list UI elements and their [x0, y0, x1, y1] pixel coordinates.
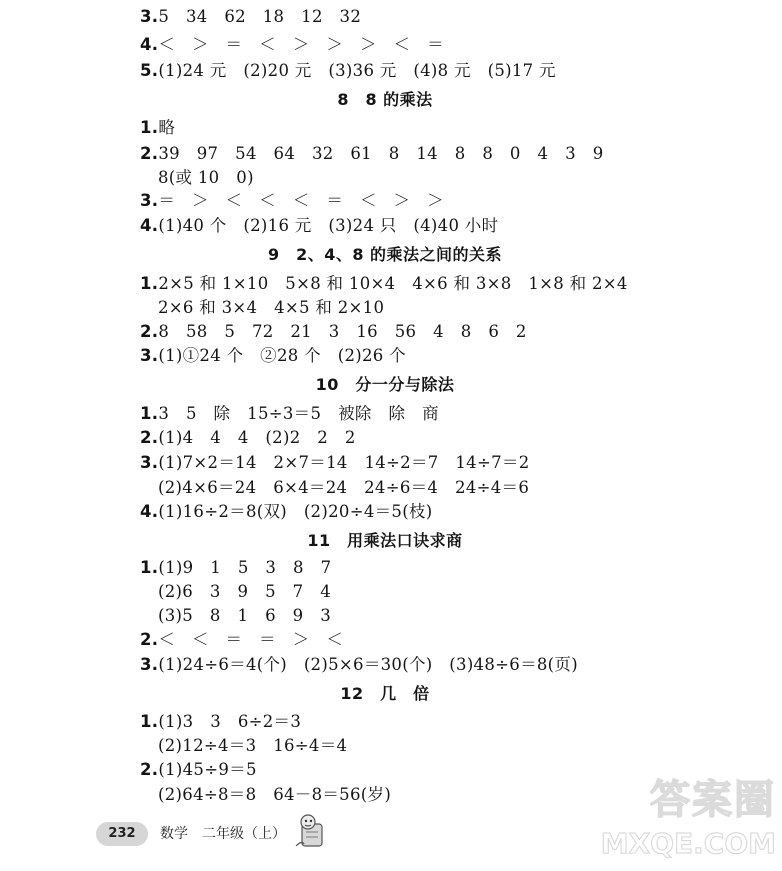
section-heading: 9 2、4、8 的乘法之间的关系 — [267, 245, 503, 264]
answer-line — [140, 712, 301, 732]
question-number: 2. — [140, 428, 159, 447]
answer-line — [140, 61, 556, 81]
question-number: 5. — [140, 61, 159, 80]
answer-line — [140, 322, 527, 342]
answer-text: 39 97 54 64 32 61 8 14 8 8 0 4 3 9 — [158, 144, 604, 163]
answer-line — [140, 346, 406, 366]
answer-text: (2)12÷4＝3 16÷4＝4 — [158, 736, 348, 755]
answer-line — [140, 558, 331, 578]
answer-line — [140, 655, 578, 675]
section-heading: 8 8 的乘法 — [337, 90, 433, 109]
answer-text: (1)40 个 (2)16 元 (3)24 只 (4)40 小时 — [158, 216, 499, 235]
answer-text: (1)3 3 6÷2＝3 — [158, 712, 302, 731]
answer-line — [158, 168, 254, 188]
answer-line — [158, 606, 331, 626]
answer-line — [158, 582, 331, 602]
answer-text: (1)24 元 (2)20 元 (3)36 元 (4)8 元 (5)17 元 — [158, 61, 556, 80]
watermark-url: MXQE.COM — [600, 827, 776, 860]
question-number: 1. — [140, 404, 159, 423]
answer-line — [140, 428, 356, 448]
answer-line — [140, 502, 433, 522]
book-title: 数学 二年级（上） — [160, 826, 286, 842]
answer-line — [140, 118, 175, 138]
answer-text: 8 58 5 72 21 3 16 56 4 8 6 2 — [158, 322, 527, 341]
question-number: 1. — [140, 118, 159, 137]
question-number: 2. — [140, 760, 159, 779]
answer-text: (2)64÷8＝8 64－8＝56(岁) — [158, 785, 392, 804]
answer-text: (3)5 8 1 6 9 3 — [158, 606, 332, 625]
answer-text: (2)4×6＝24 6×4＝24 24÷6＝4 24÷4＝6 — [158, 478, 530, 497]
question-number: 1. — [140, 274, 159, 293]
answer-text: 2×5 和 1×10 5×8 和 10×4 4×6 和 3×8 1×8 和 2×4 — [158, 274, 628, 293]
answer-line — [140, 191, 444, 211]
answer-text: (1)9 1 5 3 8 7 — [158, 558, 332, 577]
watermark-chinese: 答案圈 — [650, 777, 776, 823]
answer-text: ＜ ＜ ＝ ＝ ＞ ＜ — [158, 630, 344, 649]
answer-text: (2)6 3 9 5 7 4 — [158, 582, 332, 601]
question-number: 3. — [140, 7, 159, 26]
page-number: 232 — [96, 822, 148, 846]
question-number: 2. — [140, 144, 159, 163]
answer-text: 3 5 除 15÷3＝5 被除 除 商 — [158, 404, 439, 423]
question-number: 3. — [140, 655, 159, 674]
question-number: 1. — [140, 558, 159, 577]
question-number: 3. — [140, 191, 159, 210]
answer-line — [158, 298, 384, 318]
question-number: 3. — [140, 346, 159, 365]
answer-text: (1)4 4 4 (2)2 2 2 — [158, 428, 356, 447]
mascot-icon — [290, 812, 330, 852]
answer-text: (1)7×2＝14 2×7＝14 14÷2＝7 14÷7＝2 — [158, 453, 530, 472]
answer-text: ＜ ＞ ＝ ＜ ＞ ＞ ＞ ＜ ＝ — [158, 35, 444, 54]
answer-line — [140, 35, 444, 55]
answer-line — [140, 216, 498, 236]
section-heading: 11 用乘法口诀求商 — [307, 531, 463, 550]
watermark — [600, 777, 776, 865]
question-number: 1. — [140, 712, 159, 731]
answer-text: 2×6 和 3×4 4×5 和 2×10 — [158, 298, 385, 317]
section-heading: 12 几 倍 — [340, 684, 430, 703]
answer-text: (1)24÷6＝4(个) (2)5×6＝30(个) (3)48÷6＝8(页) — [158, 655, 578, 674]
answer-line — [158, 785, 391, 805]
answer-line — [140, 630, 343, 650]
question-number: 2. — [140, 630, 159, 649]
section-heading: 10 分一分与除法 — [315, 375, 455, 394]
question-number: 2. — [140, 322, 159, 341]
answer-text: 5 34 62 18 12 32 — [158, 7, 362, 26]
answer-line — [140, 453, 530, 473]
question-number: 4. — [140, 35, 159, 54]
page-footer — [96, 812, 356, 852]
answer-text: ＝ ＞ ＜ ＜ ＜ ＝ ＜ ＞ ＞ — [158, 191, 444, 210]
answer-line — [140, 144, 604, 164]
question-number: 3. — [140, 453, 159, 472]
answer-text: (1)45÷9＝5 — [158, 760, 257, 779]
answer-text: 8(或 10 0) — [158, 168, 254, 187]
answer-line — [140, 7, 361, 27]
question-number: 4. — [140, 502, 159, 521]
answer-text: (1)16÷2＝8(双) (2)20÷4＝5(枝) — [158, 502, 433, 521]
answer-text: (1)①24 个 ②28 个 (2)26 个 — [158, 346, 406, 365]
answer-text: 略 — [158, 118, 176, 137]
answer-line — [158, 478, 529, 498]
answer-line — [140, 760, 257, 780]
question-number: 4. — [140, 216, 159, 235]
answer-line — [158, 736, 347, 756]
answer-line — [140, 274, 628, 294]
answer-line — [140, 404, 439, 424]
